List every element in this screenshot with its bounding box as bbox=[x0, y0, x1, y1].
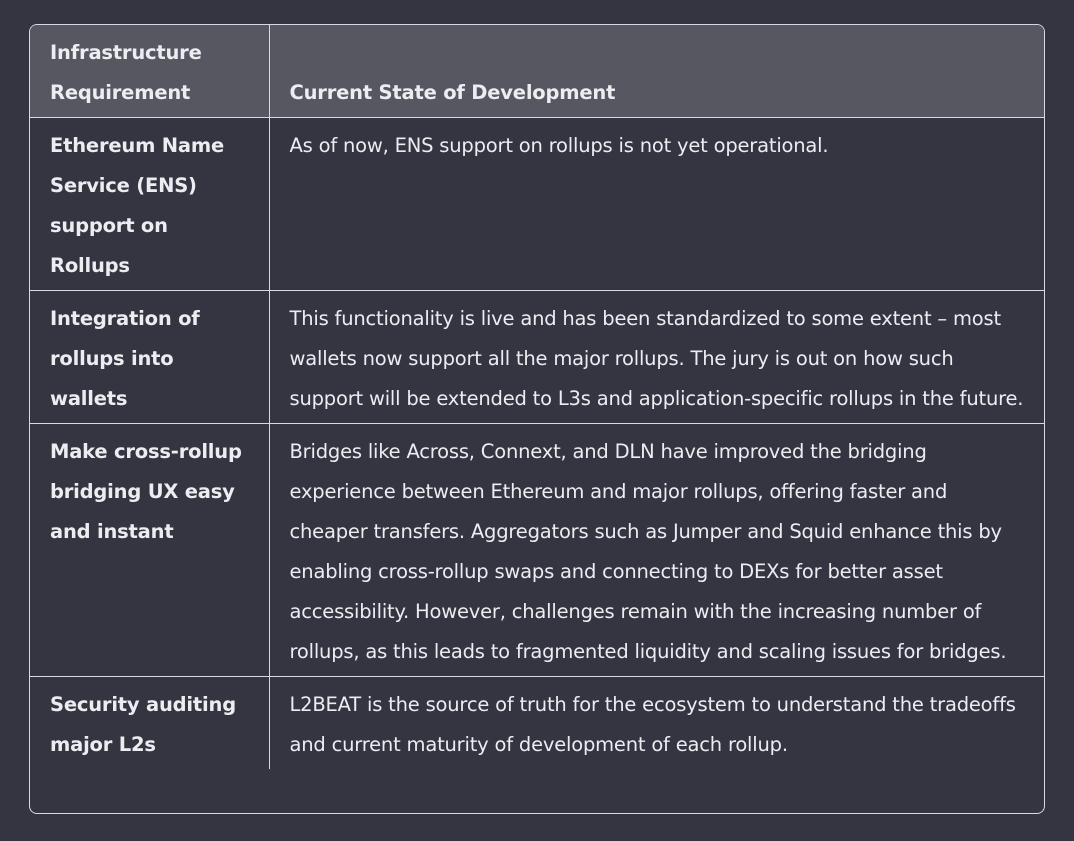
state-cell: L2BEAT is the source of truth for the ecosystem to understand the tradeoffs and current maturity of development of each rollup. bbox=[289, 693, 1016, 756]
table-row bbox=[30, 424, 1044, 677]
header-requirement: Infrastructure Requirement bbox=[30, 25, 269, 118]
header-row bbox=[30, 25, 1044, 118]
table-row bbox=[30, 118, 1044, 291]
infrastructure-table bbox=[30, 25, 1044, 769]
state-cell: Bridges like Across, Connext, and DLN have improved the bridging experience between Ethereum and major rollups, offering faster and cheaper transfers. Aggregators such as Jumper and Squid enhance this by enabling cross-rollup swaps and connecting to DEXs for better asset accessibility. However, challenges remain with the increasing number of rollups, as this leads to fragmented liquidity and scaling issues for bridges. bbox=[269, 424, 1044, 677]
header-state: Current State of Development bbox=[269, 25, 1044, 118]
table-row bbox=[30, 291, 1044, 424]
table-body bbox=[30, 118, 1044, 770]
state-cell: As of now, ENS support on rollups is not yet operational. bbox=[269, 118, 1044, 291]
state-cell: This functionality is live and has been standardized to some extent – most wallets now support all the major rollups. The jury is out on how such support will be extended to L3s and application-specific rollups in the future. bbox=[269, 291, 1044, 424]
table-row bbox=[30, 677, 1044, 770]
requirement-cell: Security auditing major L2s bbox=[30, 677, 269, 770]
requirement-cell: Make cross-rollup bridging UX easy and instant bbox=[30, 424, 269, 677]
requirement-cell: Integration of rollups into wallets bbox=[30, 291, 269, 424]
requirement-cell: Ethereum Name Service (ENS) support on Rollups bbox=[30, 118, 269, 291]
table-header bbox=[30, 25, 1044, 118]
comparison-table-container bbox=[29, 24, 1045, 814]
